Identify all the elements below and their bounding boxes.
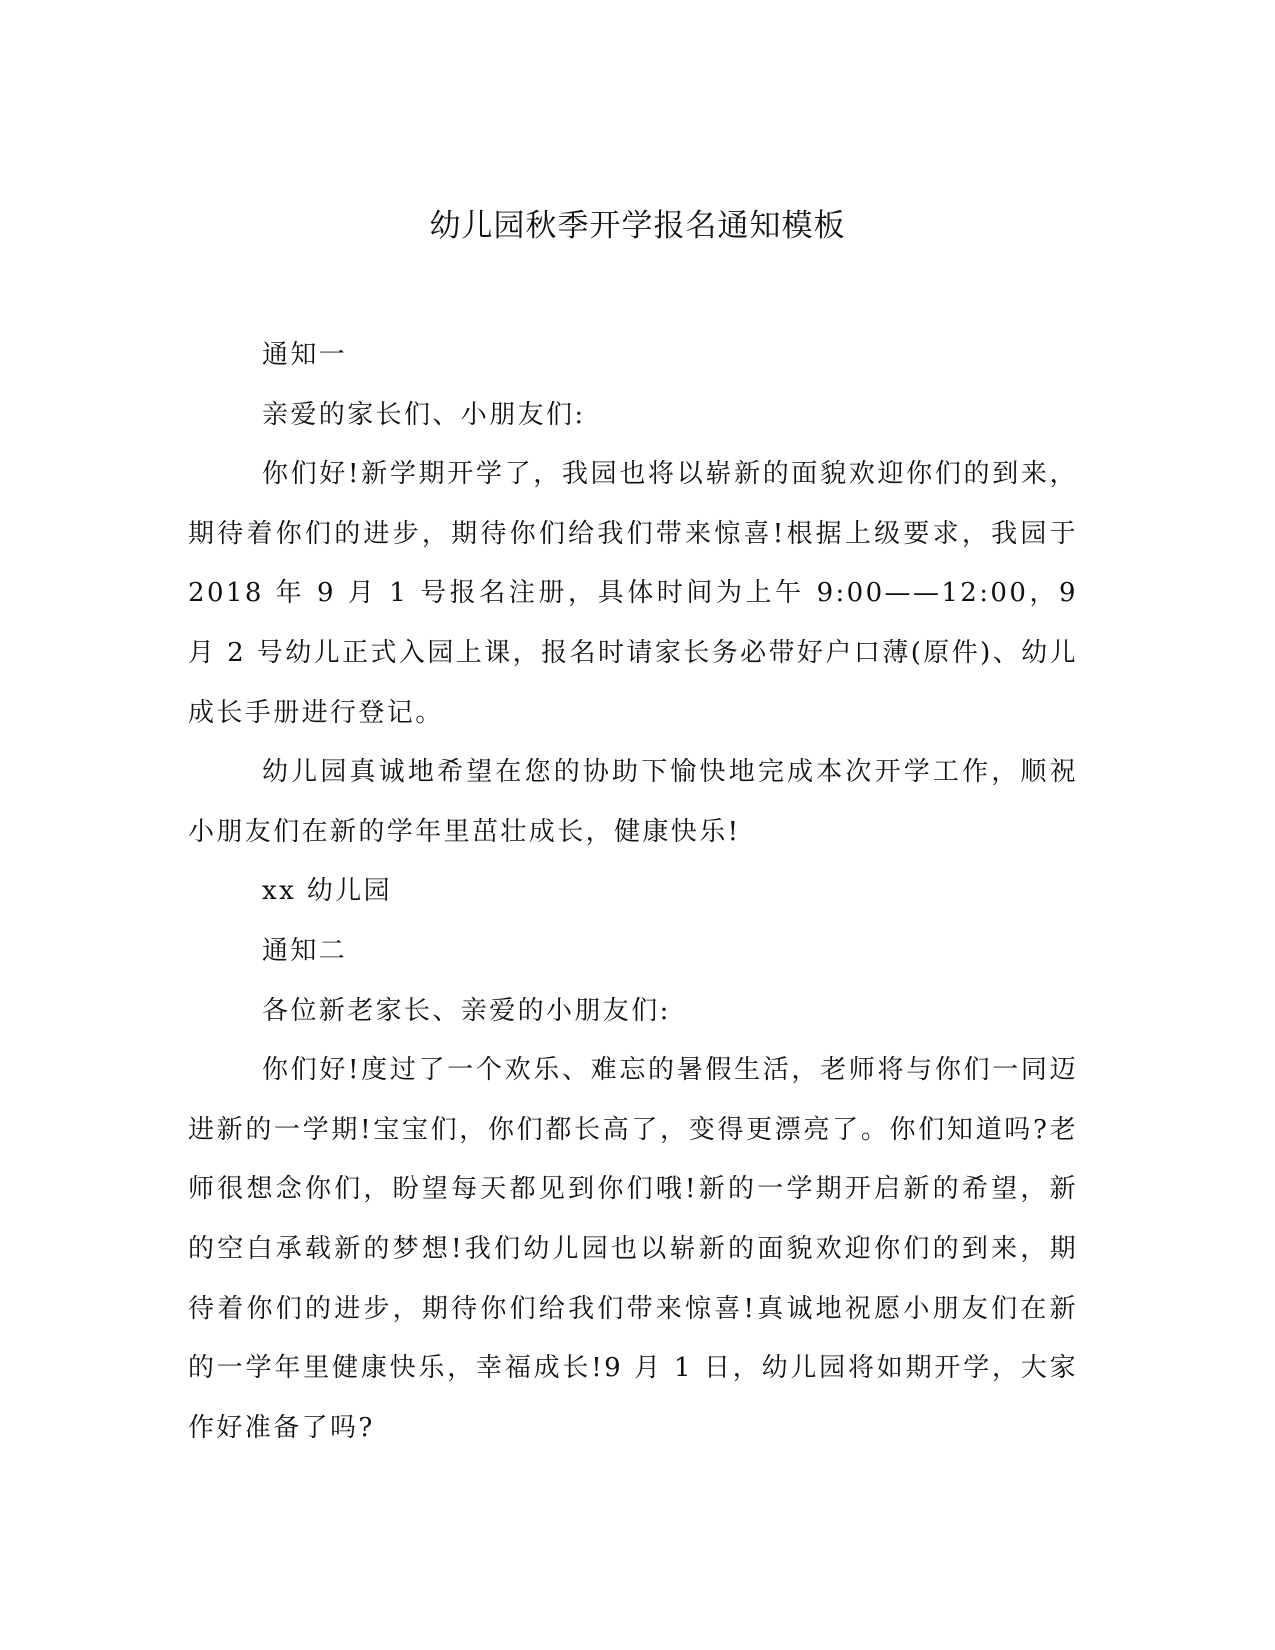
notice-one-signature: xx 幼儿园 bbox=[262, 876, 392, 907]
notice-two-heading: 通知二 bbox=[262, 935, 348, 966]
notice-one-closing: 幼儿园真诚地希望在您的协助下愉快地完成本次开学工作，顺祝小朋友们在新的学年里茁壮成长，健康快乐! bbox=[188, 757, 1078, 847]
document-body bbox=[188, 326, 1078, 1458]
notice-one-salutation: 亲爱的家长们、小朋友们: bbox=[262, 399, 586, 430]
notice-two-body: 你们好!度过了一个欢乐、难忘的暑假生活，老师将与你们一同迈进新的一学期!宝宝们，你们都长高了，变得更漂亮了。你们知道吗?老师很想念你们，盼望每天都见到你们哦!新的一学期开启新的希望，新的空白承载新的梦想!我们幼儿园也以崭新的面貌欢迎你们的到来，期待着你们的进步，期待你们给我们带来惊喜!真诚地祝愿小朋友们在新的一学年里健康快乐，幸福成长!9 月 1 日，幼儿园将如期开学，大家作好准备了吗? bbox=[188, 1055, 1078, 1443]
notice-one-body: 你们好!新学期开学了，我园也将以崭新的面貌欢迎你们的到来，期待着你们的进步，期待你们给我们带来惊喜!根据上级要求，我园于 2018 年 9 月 1 号报名注册，具体时间为上午 9:00——12:00，9 月 2 号幼儿正式入园上课，报名时请家长务必带好户口薄(原件)、幼儿成长手册进行登记。 bbox=[188, 459, 1078, 728]
notice-one-heading: 通知一 bbox=[262, 340, 348, 370]
document-title: 幼儿园秋季开学报名通知模板 bbox=[429, 208, 846, 244]
notice-two-salutation: 各位新老家长、亲爱的小朋友们: bbox=[262, 995, 671, 1026]
